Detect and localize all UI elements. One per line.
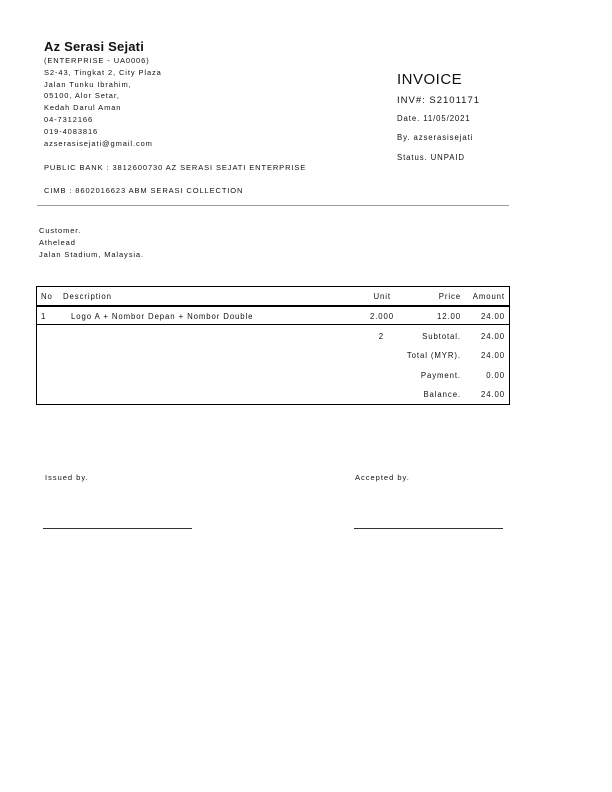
balance-label: Balance. <box>423 390 461 399</box>
company-mobile: 019-4083816 <box>44 126 99 136</box>
row-unit: 2.000 <box>369 312 394 321</box>
header-divider <box>37 205 509 206</box>
customer-name: Athelead <box>39 238 76 247</box>
company-name: Az Serasi Sejati <box>44 39 145 54</box>
invoice-date: Date. 11/05/2021 <box>397 114 471 123</box>
customer-block <box>39 225 144 261</box>
total-label: Total (MYR). <box>406 351 461 360</box>
accepted-by-signature-line <box>354 528 503 529</box>
table-row-rule <box>37 324 509 325</box>
issued-by-signature-line <box>43 528 192 529</box>
column-header-no: No <box>41 292 53 301</box>
row-no: 1 <box>41 312 47 321</box>
company-address-block <box>44 55 162 149</box>
column-header-unit: Unit <box>373 292 391 301</box>
invoice-number: INV#: S2101171 <box>397 95 481 106</box>
company-email: azserasisejati@gmail.com <box>44 138 153 148</box>
subtotal-label: Subtotal. <box>422 332 461 341</box>
table-row <box>37 306 509 324</box>
customer-address: Jalan Stadium, Malaysia. <box>39 250 144 259</box>
bank-cimb-info: CIMB : 8602016623 ABM SERASI COLLECTION <box>44 186 244 195</box>
invoice-title: INVOICE <box>397 71 463 88</box>
balance-value: 24.00 <box>480 390 505 399</box>
payment-label: Payment. <box>420 371 461 380</box>
company-registration: (ENTERPRISE - UA0006) <box>44 56 150 65</box>
accepted-by-label: Accepted by. <box>355 473 410 482</box>
company-phone: 04-7312166 <box>44 114 94 124</box>
company-address-line: Kedah Darul Aman <box>44 103 122 113</box>
row-description: Logo A + Nombor Depan + Nombor Double <box>71 312 254 321</box>
total-value: 24.00 <box>480 351 505 360</box>
column-header-amount: Amount <box>472 292 505 301</box>
invoice-issuer: By. azserasisejati <box>397 133 474 142</box>
bank-public-info: PUBLIC BANK : 3812600730 AZ SERASI SEJATI ENTERPRISE <box>44 163 307 172</box>
row-amount: 24.00 <box>480 312 505 321</box>
subtotal-value: 24.00 <box>480 332 505 341</box>
row-price: 12.00 <box>436 312 461 321</box>
total-units: 2 <box>378 332 384 341</box>
issued-by-label: Issued by. <box>45 473 89 482</box>
invoice-status: Status. UNPAID <box>397 153 465 162</box>
column-header-price: Price <box>438 292 461 301</box>
customer-label: Customer. <box>39 226 82 235</box>
company-address-line: S2-43, Tingkat 2, City Plaza <box>44 67 162 77</box>
company-address-line: 05100, Alor Setar, <box>44 91 120 101</box>
column-header-description: Description <box>63 292 112 301</box>
payment-value: 0.00 <box>486 371 505 380</box>
items-table <box>36 286 510 405</box>
company-address-line: Jalan Tunku Ibrahim, <box>44 79 132 89</box>
